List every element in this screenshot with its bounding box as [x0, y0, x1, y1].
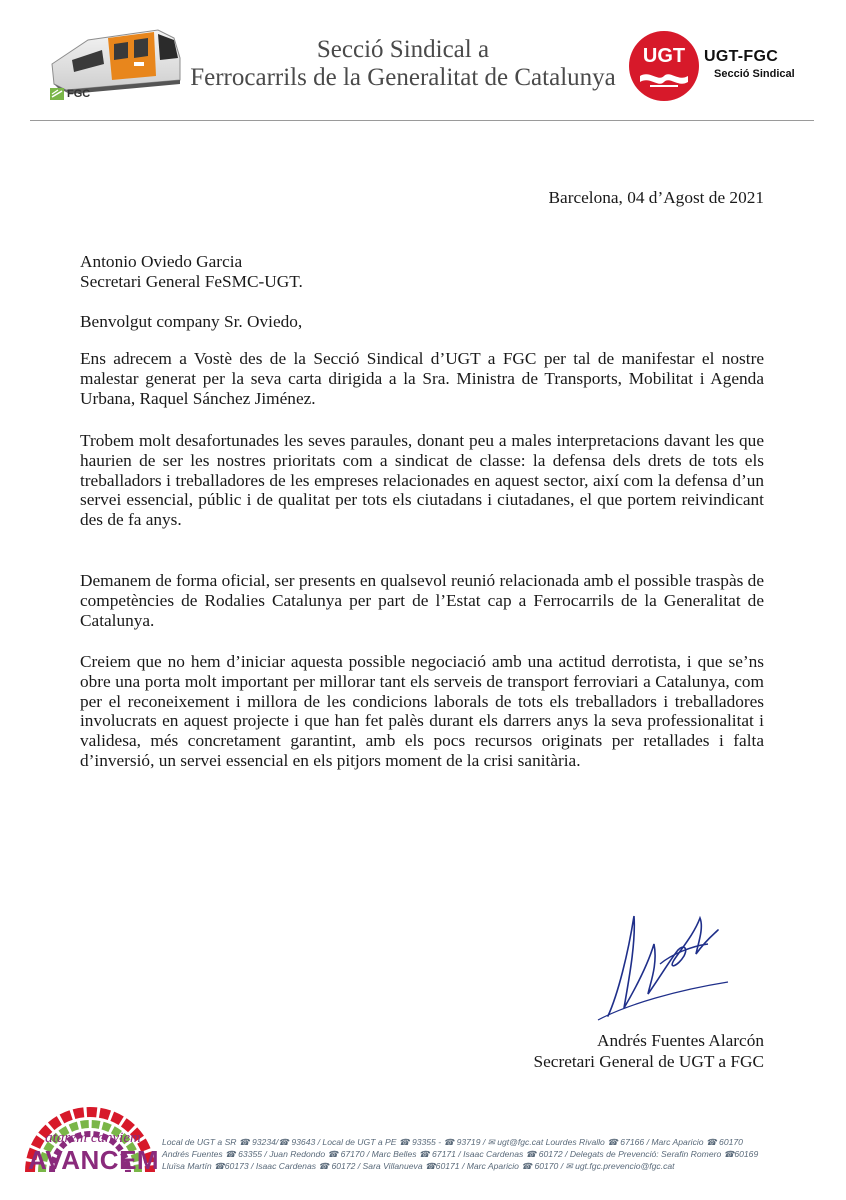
- ugt-side-title: UGT-FGC: [704, 48, 779, 65]
- recipient-block: [80, 252, 303, 292]
- footer-line-1: Local de UGT a SR ☎ 93234/☎ 93643 / Local de UGT a PE ☎ 93355 - ☎ 93719 / ✉ ugt@fgc.cat Lourdes Rivallo ☎ 67166 / Marc Aparicio ☎ 60170: [162, 1137, 743, 1147]
- slogan-top: atarem canviem: [45, 1130, 141, 1146]
- greeting: Benvolgut company Sr. Oviedo,: [80, 312, 303, 331]
- letterhead-title-line1: Secció Sindical a: [316, 36, 490, 63]
- signer-role: Secretari General de UGT a FGC: [533, 1052, 764, 1071]
- letter-date: Barcelona, 04 d’Agost de 2021: [548, 188, 764, 207]
- signer-name: Andrés Fuentes Alarcón: [596, 1031, 764, 1050]
- footer-line-3: Lluïsa Martín ☎60173 / Isaac Cardenas ☎ 60172 / Sara Villanueva ☎60171 / Marc Aparicio ☎ 60170 / ✉ ugt.fgc.prevencio@fgc.cat: [162, 1161, 675, 1171]
- body-paragraph-2: Trobem molt desafortunades les seves paraules, donant peu a males interpretacions davant les que haurien de ser les nostres prioritats com a sindicat de classe: la defensa dels drets de tots els treballadors i treballadores de les empreses relacionades en aquest sector, així com la defensa d’un servei essencial, públic i de qualitat per tots els ciutadans i ciutadanes, el que portem reivindicant des de fa anys.: [80, 431, 764, 530]
- footer-contacts: [162, 1136, 802, 1172]
- body-paragraph-3: Demanem de forma oficial, ser presents en qualsevol reunió relacionada amb el possible traspàs de competències de Rodalies Catalunya per part de l’Estat cap a Ferrocarrils de la Generalitat de Catalunya.: [80, 571, 764, 630]
- ugt-side-label: [704, 48, 795, 80]
- svg-text:UGT: UGT: [642, 45, 686, 67]
- fgc-logo-text: FGC: [67, 88, 91, 100]
- header-divider: [30, 120, 814, 121]
- footer-line-2: Andrés Fuentes ☎ 63355 / Juan Redondo ☎ 67170 / Marc Belles ☎ 67171 / Isaac Cardenas ☎ 60172 / Delegats de Prevenció: Serafin Romero ☎60169: [162, 1149, 759, 1159]
- recipient-role: Secretari General FeSMC-UGT.: [80, 272, 303, 291]
- ugt-logo: [628, 30, 700, 102]
- footer-slogan: [28, 1130, 158, 1173]
- ugt-side-subtitle: Secció Sindical: [714, 68, 795, 80]
- body-paragraph-4: Creiem que no hem d’iniciar aquesta possible negociació amb una actitud derrotista, i que se’ns obre una porta molt important per millorar tant els serveis de transport ferroviari a Catalunya, com per el reconeixement i millora de les condicions laborals de tots els treballadors i treballadores involucrats en aquest projecte i que han fet palès durant els darrers anys la seva professionalitat i validesa, més concretament garantint, amb els pocs recursos originats per retallades i falta d’inversió, un servei essencial en els pitjors moment de la crisi sanitària.: [80, 652, 764, 770]
- signature: [588, 904, 738, 1024]
- slogan-main: AVANCEM: [28, 1145, 160, 1175]
- body-paragraph-1: Ens adrecem a Vostè des de la Secció Sindical d’UGT a FGC per tal de manifestar el nostre malestar generat per la seva carta dirigida a la Sra. Ministra de Transports, Mobilitat i Agenda Urbana, Raquel Sánchez Jiménez.: [80, 349, 764, 408]
- fgc-logo: [50, 88, 90, 100]
- letterhead: [0, 0, 846, 125]
- letterhead-title: [188, 36, 618, 92]
- letterhead-title-line2: Ferrocarrils de la Generalitat de Catalunya: [190, 64, 616, 91]
- recipient-name: Antonio Oviedo Garcia: [80, 252, 243, 271]
- fgc-logo-icon: [50, 88, 64, 100]
- signer-block: [534, 1030, 765, 1072]
